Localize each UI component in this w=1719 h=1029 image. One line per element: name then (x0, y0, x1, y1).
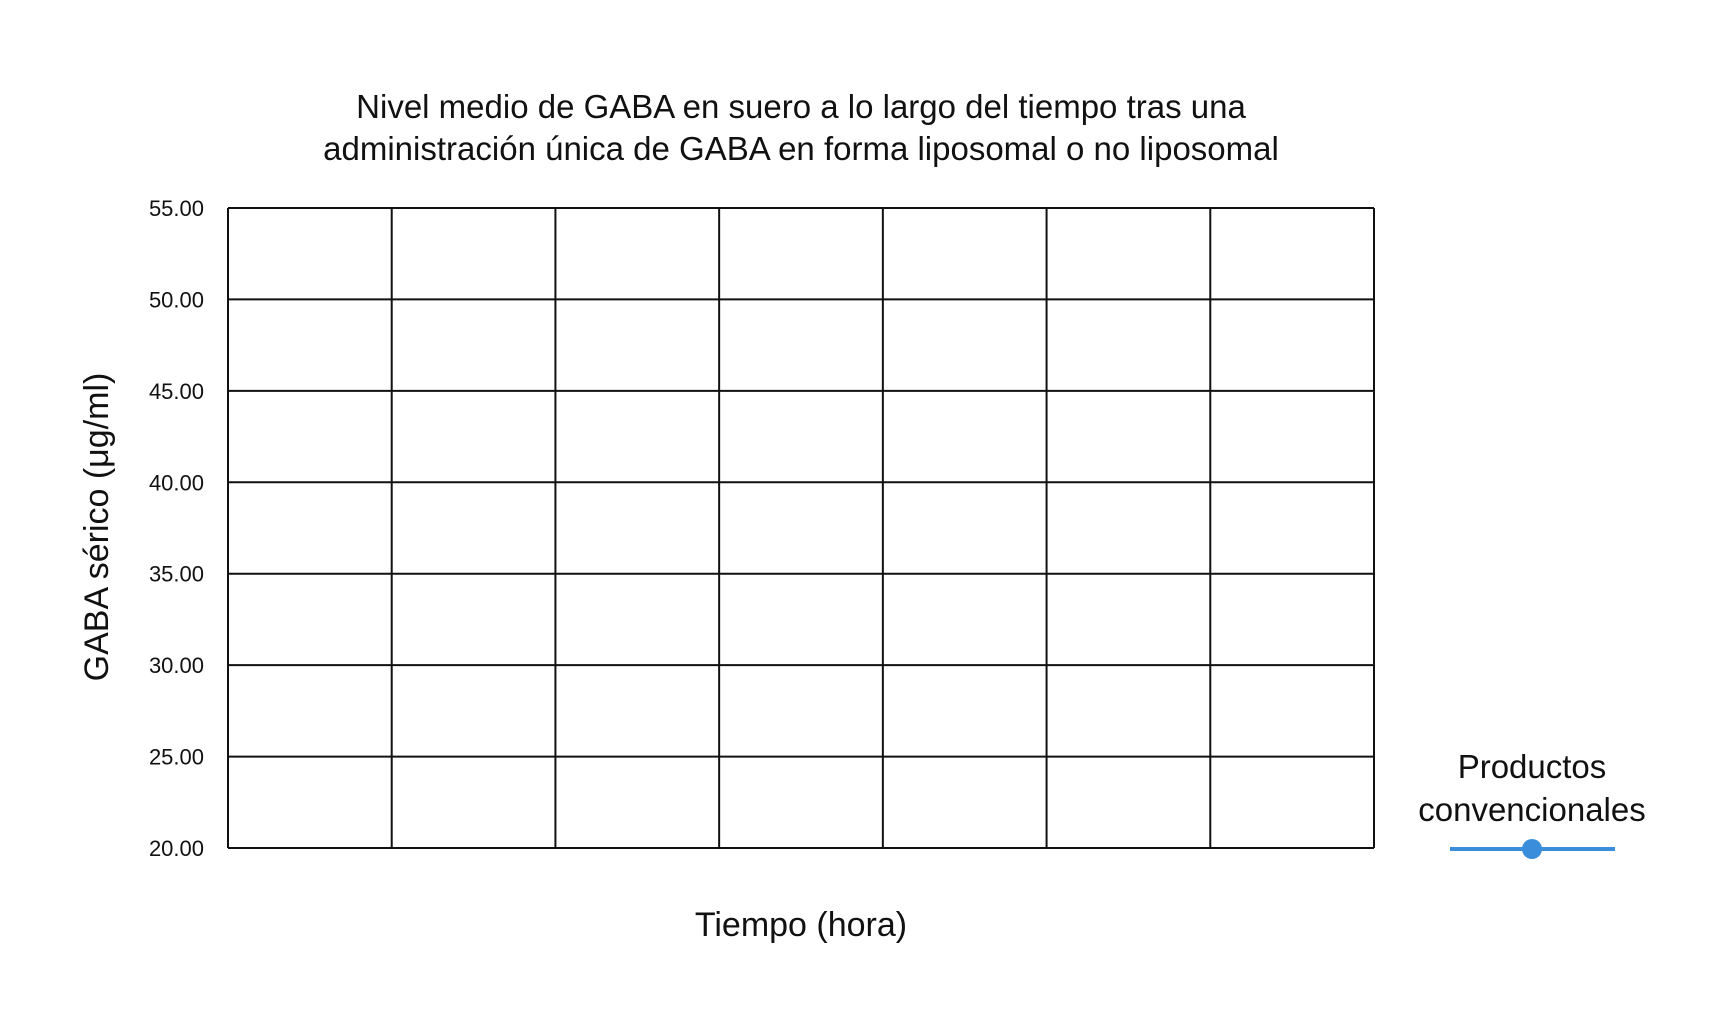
y-tick-label: 45.00 (148, 378, 204, 404)
chart-title (323, 88, 1279, 167)
chart-title-line-2: administración única de GABA en forma liposomal o no liposomal (323, 130, 1279, 167)
y-axis-label: GABA sérico (μg/ml) (78, 372, 116, 682)
y-tick-label: 55.00 (148, 196, 204, 221)
legend-label-line-1: Productos (1457, 748, 1607, 785)
y-tick-label: 20.00 (148, 836, 204, 861)
plot-grid (228, 208, 1374, 848)
y-tick-label: 40.00 (148, 470, 204, 496)
legend (1418, 748, 1646, 859)
y-tick-label: 35.00 (148, 561, 204, 587)
x-axis-label: Tiempo (hora) (694, 906, 908, 944)
chart-title-line-1: Nivel medio de GABA en suero a lo largo del tiempo tras una (356, 88, 1246, 125)
y-axis-ticks (149, 196, 204, 861)
y-tick-label: 50.00 (148, 287, 204, 313)
y-tick-label: 25.00 (148, 744, 204, 770)
legend-marker (1522, 839, 1542, 859)
y-tick-label: 30.00 (148, 653, 204, 679)
legend-label-line-2: convencionales (1418, 791, 1646, 828)
